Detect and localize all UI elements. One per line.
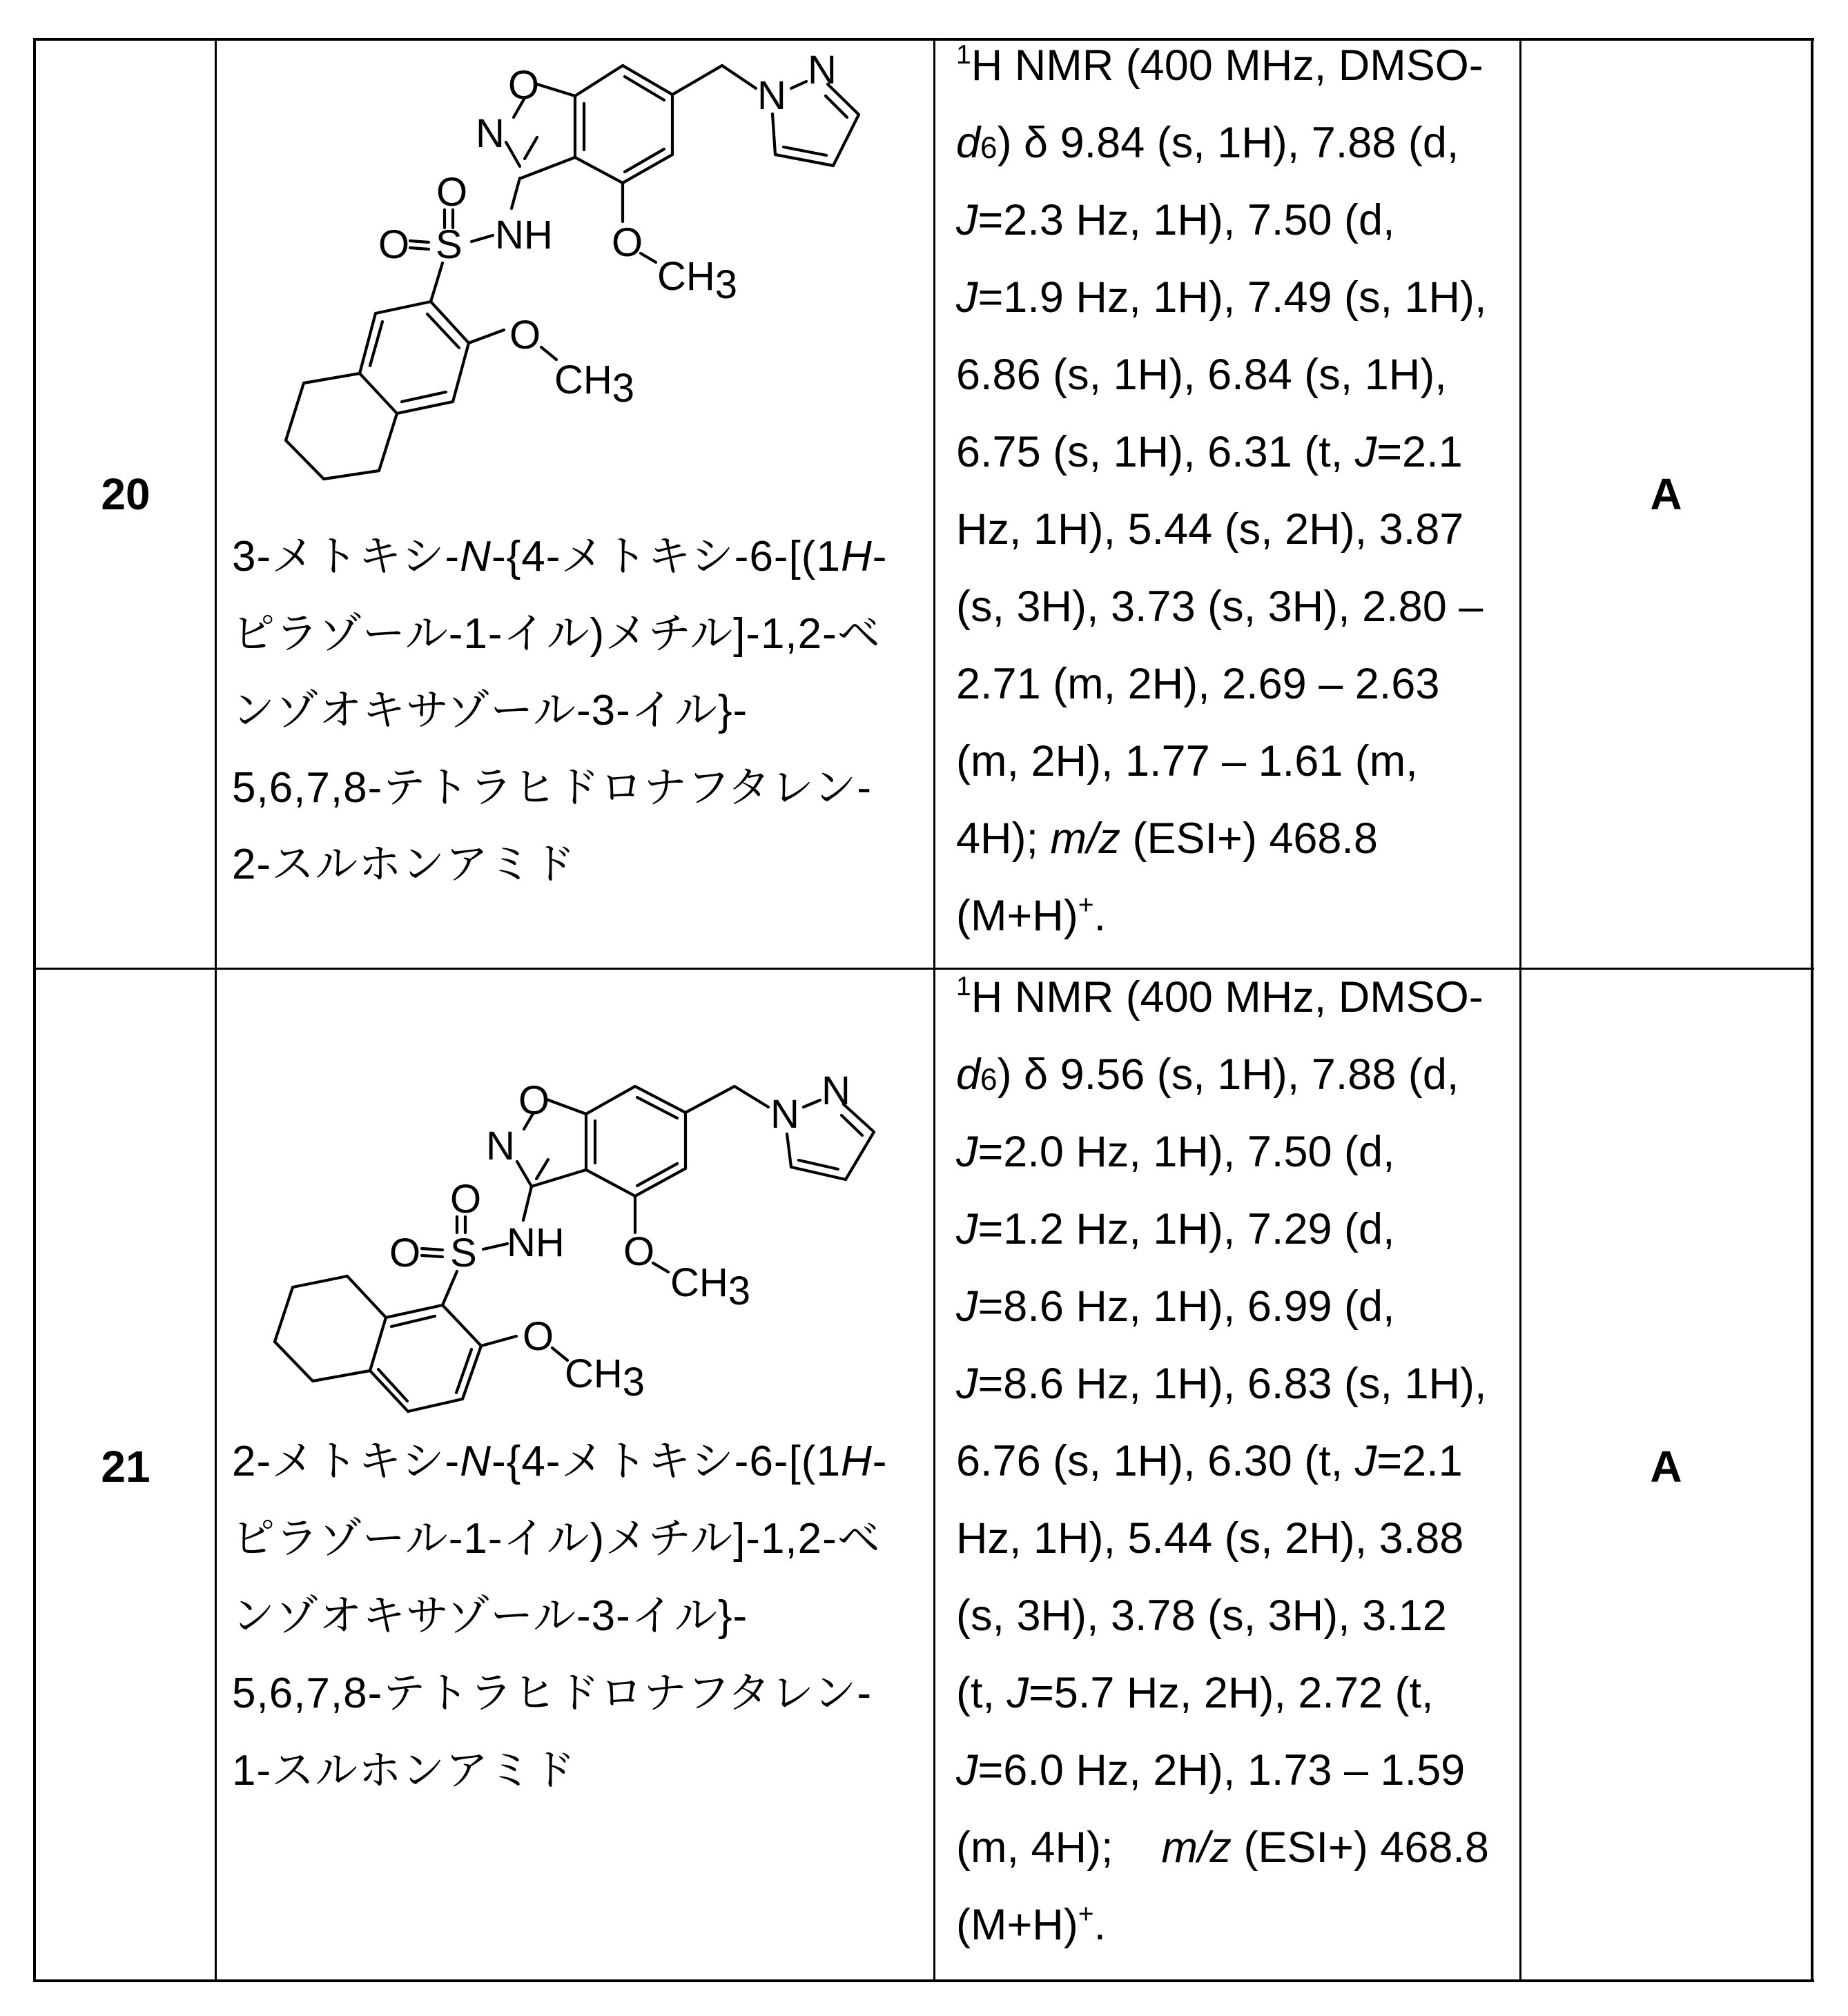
nmr-line: (m, 2H), 1.77 – 1.61 (m, — [956, 737, 1418, 785]
atom-label-pyrazole-n2: N — [808, 48, 837, 92]
nmr-line: Hz, 1H), 5.44 (s, 2H), 3.88 — [956, 1514, 1464, 1563]
nmr-line: J=1.9 Hz, 1H), 7.49 (s, 1H), — [956, 273, 1487, 322]
nmr-line: J=8.6 Hz, 1H), 6.83 (s, 1H), — [956, 1360, 1487, 1408]
nmr-line: (s, 3H), 3.78 (s, 3H), 3.12 — [956, 1592, 1447, 1640]
name-line: ピラゾール-1-イル)メチル]-1,2-ベ — [232, 1515, 881, 1563]
atom-label-sulfonyl-o-left: O — [378, 222, 410, 267]
nmr-line: (M+H)+. — [956, 890, 1107, 940]
name-line: 5,6,7,8-テトラヒドロナフタレン- — [232, 1670, 873, 1717]
atom-label-pyrazole-n1: N — [757, 73, 786, 118]
name-line: 1-スルホンアミド — [232, 1747, 576, 1794]
nmr-line: $^1$H NMR (400 MHz, DMSO- — [956, 39, 1484, 90]
nmr-line: (s, 3H), 3.73 (s, 3H), 2.80 – — [956, 583, 1484, 631]
nmr-line: J=8.6 Hz, 1H), 6.99 (d, — [956, 1282, 1395, 1331]
atom-label-nh: NH — [495, 213, 553, 257]
atom-label-sulfur: S — [450, 1231, 477, 1275]
atom-label-sulfonyl-o-top: O — [450, 1177, 482, 1222]
atom-label-naph-methyl: CH3 — [565, 1351, 645, 1405]
nmr-line: 6.86 (s, 1H), 6.84 (s, 1H), — [956, 351, 1447, 399]
nmr-line: $^1$H NMR (400 MHz, DMSO- — [956, 971, 1484, 1021]
name-line: 2-スルホンアミド — [232, 841, 576, 888]
nmr-line: $d_6$) δ 9.56 (s, 1H), 7.88 (d, — [956, 1050, 1459, 1099]
nmr-line: $d_6$) δ 9.84 (s, 1H), 7.88 (d, — [956, 119, 1459, 167]
atom-label-sulfonyl-o-top: O — [436, 170, 468, 215]
nmr-line: J=1.2 Hz, 1H), 7.29 (d, — [956, 1205, 1395, 1253]
atom-label-naph-methoxy-o: O — [509, 313, 541, 358]
atom-label-isoxazole-n: N — [486, 1124, 515, 1168]
atom-label-isoxazole-o: O — [518, 1078, 550, 1123]
nmr-line: 6.75 (s, 1H), 6.31 (t, J=2.1 — [956, 428, 1463, 476]
nmr-line: (m, 4H); m/z (ESI+) 468.8 — [956, 1823, 1489, 1872]
name-line: ピラゾール-1-イル)メチル]-1,2-ベ — [232, 610, 881, 658]
atom-label-methyl: CH3 — [670, 1260, 751, 1313]
name-line: ンゾオキサゾール-3-イル}- — [232, 1592, 748, 1640]
activity-grade: A — [1650, 1442, 1682, 1491]
atom-label-nh: NH — [507, 1220, 565, 1265]
nmr-line: (M+H)+. — [956, 1899, 1107, 1949]
nmr-line: 4H); m/z (ESI+) 468.8 — [956, 814, 1378, 863]
atom-label-methoxy-o: O — [623, 1229, 655, 1274]
atom-label-naph-methoxy-o: O — [523, 1314, 554, 1359]
atom-label-isoxazole-o: O — [508, 63, 540, 108]
atom-label-methyl: CH3 — [657, 254, 738, 307]
nmr-line: 6.76 (s, 1H), 6.30 (t, J=2.1 — [956, 1437, 1463, 1485]
nmr-line: (t, J=5.7 Hz, 2H), 2.72 (t, — [956, 1669, 1434, 1717]
nmr-line: J=6.0 Hz, 2H), 1.73 – 1.59 — [956, 1746, 1466, 1794]
atom-label-isoxazole-n: N — [476, 111, 505, 156]
atom-label-pyrazole-n1: N — [770, 1092, 799, 1137]
name-line: 3-メトキシ-N-{4-メトキシ-6-[(1H- — [232, 533, 888, 580]
nmr-line: J=2.0 Hz, 1H), 7.50 (d, — [956, 1128, 1395, 1176]
name-line: 5,6,7,8-テトラヒドロナフタレン- — [232, 764, 873, 812]
atom-label-methoxy-o: O — [612, 220, 643, 265]
nmr-line: Hz, 1H), 5.44 (s, 2H), 3.87 — [956, 505, 1464, 554]
nmr-line: J=2.3 Hz, 1H), 7.50 (d, — [956, 196, 1395, 244]
atom-label-sulfonyl-o-left: O — [389, 1231, 421, 1275]
compound-number: 20 — [101, 469, 150, 519]
name-line: ンゾオキサゾール-3-イル}- — [232, 687, 748, 734]
atom-label-sulfur: S — [436, 222, 463, 267]
activity-grade: A — [1650, 469, 1682, 519]
name-line: 2-メトキシ-N-{4-メトキシ-6-[(1H- — [232, 1438, 888, 1485]
atom-label-pyrazole-n2: N — [821, 1068, 850, 1113]
atom-label-naph-methyl: CH3 — [554, 358, 635, 411]
nmr-line: 2.71 (m, 2H), 2.69 – 2.63 — [956, 660, 1440, 708]
compound-number: 21 — [101, 1442, 150, 1491]
